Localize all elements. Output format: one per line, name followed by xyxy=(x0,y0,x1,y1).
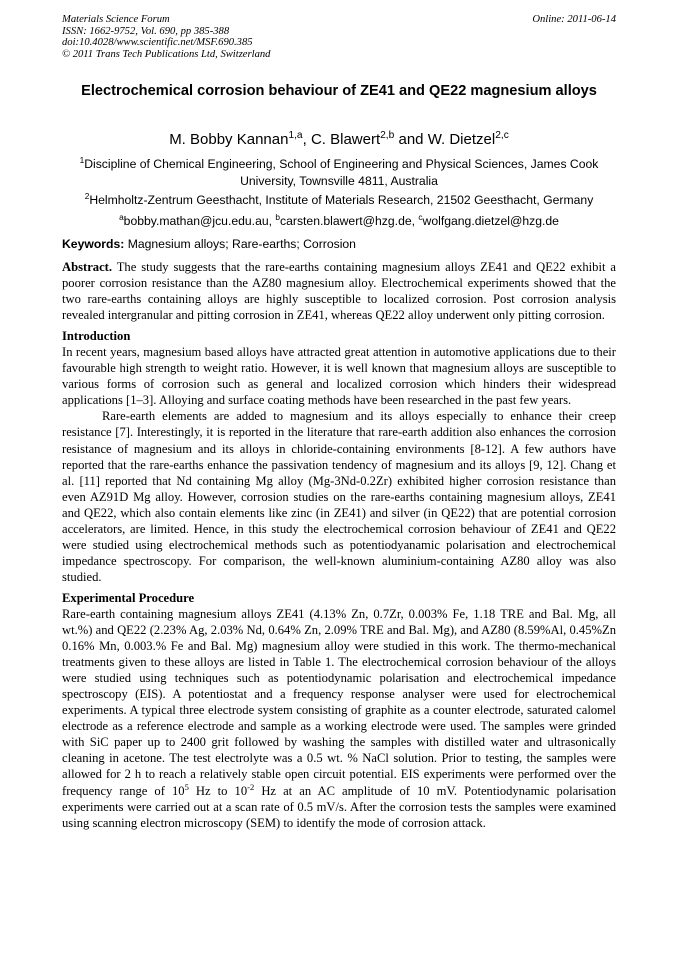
author-3-name: W. Dietzel xyxy=(427,131,496,148)
author-1-name: M. Bobby Kannan xyxy=(169,131,289,148)
author-2-name: C. Blawert xyxy=(310,131,381,148)
author-1-marker: 1,a xyxy=(288,130,303,141)
email-3: wolfgang.dietzel@hzg.de xyxy=(422,214,559,228)
experimental-text-part-2: Hz to 10 xyxy=(188,783,248,798)
introduction-paragraph-1: In recent years, magnesium based alloys have attracted great attention in automotive applications due to their favourable high strength to weight ratio. However, it is well known that magnesium alloys are susceptible to various forms of corrosion such as general and localized corrosion which hinders their widespread applications [1–3]. Alloying and surface coating methods have been researched in the past few years. xyxy=(62,345,616,408)
email-1: bobby.mathan@jcu.edu.au, xyxy=(123,214,276,228)
email-1-marker: a xyxy=(119,211,124,222)
abstract-paragraph xyxy=(62,259,616,323)
paper-title: Electrochemical corrosion behaviour of ZE41 and QE22 magnesium alloys xyxy=(81,83,597,99)
introduction-paragraph-2: Rare-earth elements are added to magnesium and its alloys especially to enhance their creep resistance [7]. Interestingly, it is reported in the literature that rare-earth addition also enhances the corrosion resistance of magnesium and its alloys in chloride-containing environments [8-12]. A few authors have reported that the rare-earths enhance the passivation tendency of magnesium and its alloys [9, 12]. Chang et al. [11] reported that Nd containing Mg alloy (Mg-3Nd-0.2Zr) exhibited higher corrosion resistance than even AZ91D Mg alloy. However, corrosion studies on the rare-earths containing magnesium alloys, ZE41 and QE22, which also contain elements like zinc (in ZE41) and silver (in QE22) that are potential corrosion accelerators, are limited. Hence, in this study the electrochemical corrosion behaviour of ZE41 and QE22 were studied using electrochemical methods such as potentiodyanamic polarisation and electrochemical impedance spectroscopy. For comparison, the well-known aluminium-containing AZ80 alloy was also studied. xyxy=(62,409,616,584)
keywords-text: Magnesium alloys; Rare-earths; Corrosion xyxy=(124,237,356,251)
frequency-exponent-2: -2 xyxy=(247,781,255,792)
author-3-marker: 2,c xyxy=(495,130,509,141)
email-2-marker: b xyxy=(275,211,281,222)
affiliation-2-text: Helmholtz-Zentrum Geesthacht, Institute of Materials Research, 21502 Geesthacht, Germany xyxy=(89,193,594,207)
experimental-heading: Experimental Procedure xyxy=(62,590,195,605)
frequency-exponent-1: 5 xyxy=(184,781,189,792)
email-3-marker: c xyxy=(418,211,423,222)
introduction-heading: Introduction xyxy=(62,329,131,344)
affiliation-1-text: Discipline of Chemical Engineering, School of Engineering and Physical Sciences, James Cook University, Townsville 4811, Australia xyxy=(84,157,599,188)
abstract-label: Abstract. xyxy=(62,260,113,274)
author-separator: and xyxy=(394,131,428,148)
experimental-text-part-1: Rare-earth containing magnesium alloys ZE41 (4.13% Zn, 0.7Zr, 0.003% Fe, 1.18 TRE and Bal. Mg, all wt.%) and QE22 (2.23% Ag, 2.03% Nd, 0.64% Zn, 2.09% TRE and Bal. Mg), and AZ80 (8.59%Al, 0.45%Zn 0.16% Mn, 0.003.% Fe and Bal. Mg) magnesium alloy were studied in this work. The thermo-mechanical treatments given to these alloys are listed in Table 1. The electrochemical corrosion behaviour of the alloys were studied using techniques such as potentiodynamic polarisation and electrochemical impedance spectroscopy (EIS). A potentiostat and a frequency response analyser were used for electrochemical experiments. A typical three electrode system consisting of graphite as a counter electrode, saturated calomel electrode as a reference electrode and sample as a working electrode were used. The samples were grinded with SiC paper up to 2400 grit followed by washing the samples with distilled water and ultrasonically cleaning in acetone. The test electrolyte was a 0.5 wt. % NaCl solution. Prior to testing, the samples were allowed for 2 h to reach a relatively stable open circuit potential. EIS experiments were performed over the frequency range of 10 xyxy=(62,606,616,798)
keywords-label: Keywords: xyxy=(62,237,125,251)
keywords-line xyxy=(62,236,616,252)
abstract-text: The study suggests that the rare-earths containing magnesium alloys ZE41 and QE22 exhibit a poorer corrosion resistance than the AZ80 magnesium alloy. Electrochemical experiments showed that the two rare-earths containing alloys are highly susceptible to localized corrosion. Post corrosion analysis revealed intergranular and pitting corrosion in ZE41, whereas QE22 alloy underwent only pitting corrosion. xyxy=(62,260,616,323)
journal-header xyxy=(62,14,616,60)
journal-issn: ISSN: 1662-9752, Vol. 690, pp 385-388 xyxy=(62,25,230,37)
affiliation-2-marker: 2 xyxy=(84,190,90,201)
affiliation-1-marker: 1 xyxy=(79,154,85,165)
author-separator: , xyxy=(302,131,311,148)
experimental-text-part-3: Hz at an AC amplitude of 10 mV. Potentiodynamic polarisation experiments were carried out at a scan rate of 0.5 mV/s. After the corrosion tests the samples were examined using scanning electron microscopy (SEM) to identify the mode of corrosion attack. xyxy=(62,783,617,830)
experimental-paragraph xyxy=(62,606,616,831)
email-2: carsten.blawert@hzg.de, xyxy=(280,214,419,228)
author-list xyxy=(62,131,616,149)
online-date: Online: 2011-06-14 xyxy=(532,14,616,25)
paper-body xyxy=(62,259,616,831)
author-emails xyxy=(62,213,616,230)
author-2-marker: 2,b xyxy=(380,130,395,141)
affiliation-1 xyxy=(62,156,616,189)
journal-doi: doi:10.4028/www.scientific.net/MSF.690.385 xyxy=(62,37,253,48)
affiliation-2 xyxy=(62,192,616,209)
journal-copyright: © 2011 Trans Tech Publications Ltd, Switzerland xyxy=(62,48,271,60)
journal-name: Materials Science Forum xyxy=(62,14,170,25)
